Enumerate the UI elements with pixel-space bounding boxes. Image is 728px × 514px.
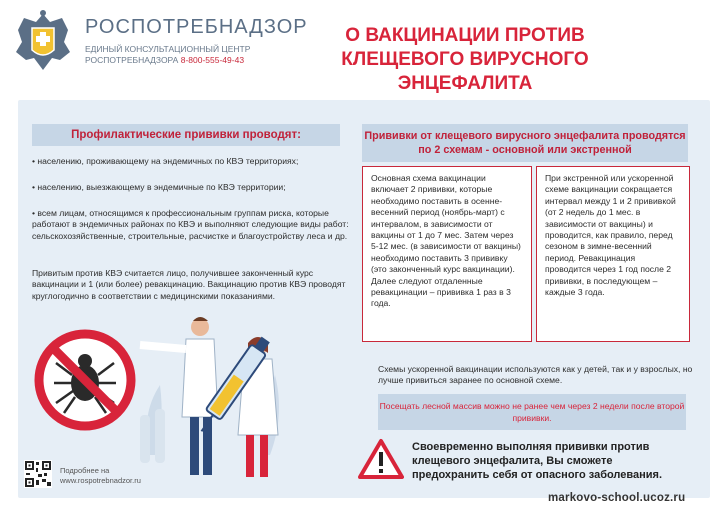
- left-heading: Профилактические прививки проводят:: [32, 124, 340, 146]
- center-line1: ЕДИНЫЙ КОНСУЛЬТАЦИОННЫЙ ЦЕНТР: [85, 44, 251, 54]
- bullet-item: • всем лицам, относящимся к профессиональным группам риска, которые работают в эндемичных районах по КВЭ и выполняют следующие виды работ: сельскохозяйственные, строительные, расчистке и благоустройству леса и др.: [32, 208, 349, 241]
- vaccinated-definition: Привитым против КВЭ считается лицо, получившее законченный курс вакцинации и 1 (или более) ревакцинацию. Вакцинацию против КВЭ проводят круглогодично в соответствии с медицинскими показаниями.: [32, 268, 346, 301]
- site-link[interactable]: www.rospotrebnadzor.ru: [60, 475, 141, 485]
- forest-warning: Посещать лесной массив можно не ранее чем через 2 недели после второй прививки.: [378, 394, 686, 430]
- page-title: [290, 24, 640, 96]
- org-name: РОСПОТРЕБНАДЗОР: [85, 16, 308, 38]
- warning-triangle-icon: [358, 438, 404, 480]
- emergency-scheme-box: При экстренной или ускоренной схеме вакцинации сокращается интервал между 1 и 2 прививкой (от 2 недель до 1 мес. в зависимости от вакцины) и проводится, как правило, перед сезоном в зимне-весенний период. Ревакцинация проводится через 1 год после 2 прививки, в последующем – каждые 3 года.: [536, 166, 690, 342]
- title-line1: О ВАКЦИНАЦИИ ПРОТИВ: [345, 25, 585, 46]
- final-warning: Своевременно выполняя прививки против клещевого энцефалита, Вы сможете предохранить себя от опасного заболевания.: [412, 441, 663, 481]
- qr-code-icon: [24, 460, 52, 488]
- illustration: [30, 305, 330, 490]
- center-line2: РОСПОТРЕБНАДЗОРА: [85, 55, 179, 65]
- more-label: Подробнее на: [60, 466, 110, 475]
- bullet-item: • населению, проживающему на эндемичных по КВЭ территориях;: [32, 156, 299, 166]
- phone-number: 8-800-555-49-43: [180, 55, 245, 65]
- more-info: [60, 466, 141, 485]
- bullet-item: • населению, выезжающему в эндемичные по КВЭ территории;: [32, 182, 286, 192]
- title-line2: КЛЕЩЕВОГО ВИРУСНОГО ЭНЦЕФАЛИТА: [341, 49, 589, 94]
- no-tick-icon: [39, 334, 131, 426]
- emblem-icon: [10, 8, 76, 78]
- org-subtitle: [85, 44, 250, 66]
- right-heading: Прививки от клещевого вирусного энцефалита проводятся по 2 схемам - основной или экстренной: [362, 124, 688, 162]
- watermark: markovo-school.ucoz.ru: [548, 492, 686, 504]
- accelerated-scheme-note: Схемы ускоренной вакцинации используются как у детей, так и у взрослых, но лучше привиться заранее по основной схеме.: [378, 364, 693, 386]
- main-scheme-box: Основная схема вакцинации включает 2 прививки, которые необходимо поставить в осенне-весенний период (ноябрь-март) с интервалом, в зависимости от вакцины от 1 до 7 мес. Затем через 5-12 мес. (в зависимости от вакцины) необходимо поставить 3 прививку (это законченный курс вакцинации). Далее следуют отдаленные ревакцинации – прививка 1 раз в 3 года.: [362, 166, 532, 342]
